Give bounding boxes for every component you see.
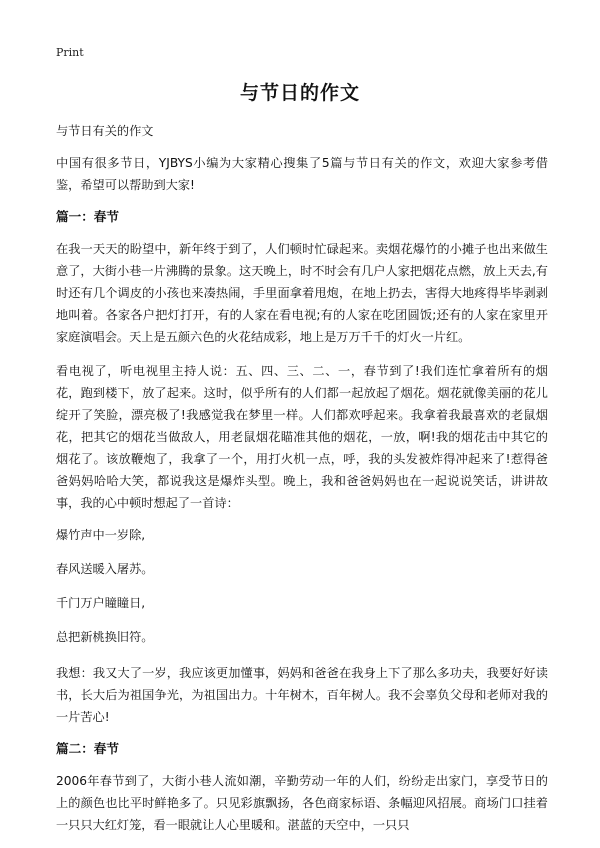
- poem-line-1: 爆竹声中一岁除,: [56, 528, 146, 542]
- section-heading-2: 篇二：春节: [56, 741, 119, 756]
- section-1-paragraph-2: 看电视了，听电视里主持人说：五、四、三、二、一，春节到了!我们连忙拿着所有的烟花，跑到楼下，放了起来。这时，似乎所有的人们都一起放起了烟花。烟花就像美丽的花儿绽开了笑脸，漂亮极了!我感觉我在梦里一样。人们都欢呼起来。我拿着我最喜欢的老鼠烟花，把其它的烟花当做敌人，用老鼠烟花瞄准其他的烟花，一放，啊!我的烟花击中其它的烟花了。该放鞭炮了，我拿了一个，用打火机一点，呼，我的头发被炸得冲起来了!惹得爸爸妈妈哈哈大笑，都说我这是爆炸头型。晚上，我和爸爸妈妈也在一起说说笑话，讲讲故事，我的心中顿时想起了一首诗：: [56, 364, 548, 510]
- section-1-closing-paragraph: 我想：我又大了一岁，我应该更加懂事，妈妈和爸爸在我身上下了那么多功夫，我要好好读书，长大后为祖国争光，为祖国出力。十年树木，百年树人。我不会辜负父母和老师对我的一片苦心!: [56, 666, 548, 724]
- article-body: [56, 122, 548, 848]
- intro-paragraph: 中国有很多节日，YJBYS小编为大家精心搜集了5篇与节日有关的作文，欢迎大家参考借鉴，希望可以帮助到大家!: [56, 156, 548, 192]
- poem-line-3: 千门万户瞳瞳日,: [56, 596, 146, 610]
- page-title: 与节日的作文: [239, 82, 360, 104]
- section-1-paragraph-1: 在我一天天的盼望中，新年终于到了，人们顿时忙碌起来。卖烟花爆竹的小摊子也出来做生意了，大街小巷一片沸腾的景象。这天晚上，时不时会有几户人家把烟花点燃，放上天去,有时还有几个调皮的小孩也来凑热闹，手里面拿着甩炮，在地上扔去，害得大地疼得毕毕剥剥地叫着。各家各户把灯打开，有的人家在看电视;有的人家在吃团圆饭;还有的人家在家里开家庭演唱会。天上是五颜六色的火花结成彩，地上是万万千千的灯火一片红。: [56, 242, 548, 344]
- section-2-paragraph-1: 2006年春节到了，大街小巷人流如潮，辛勤劳动一年的人们，纷纷走出家门，享受节日的上的颜色也比平时鲜艳多了。只见彩旗飘扬，各色商家标语、条幅迎风招展。商场门口挂着一只只大红灯笼，看一眼就让人心里暖和。湛蓝的天空中，一只只: [56, 774, 548, 832]
- print-link[interactable]: Print: [56, 46, 84, 59]
- section-heading-1: 篇一：春节: [56, 209, 119, 224]
- poem-line-2: 春风送暖入屠苏。: [56, 562, 154, 576]
- article-subtitle: 与节日有关的作文: [56, 124, 154, 138]
- poem-line-4: 总把新桃换旧符。: [56, 630, 154, 644]
